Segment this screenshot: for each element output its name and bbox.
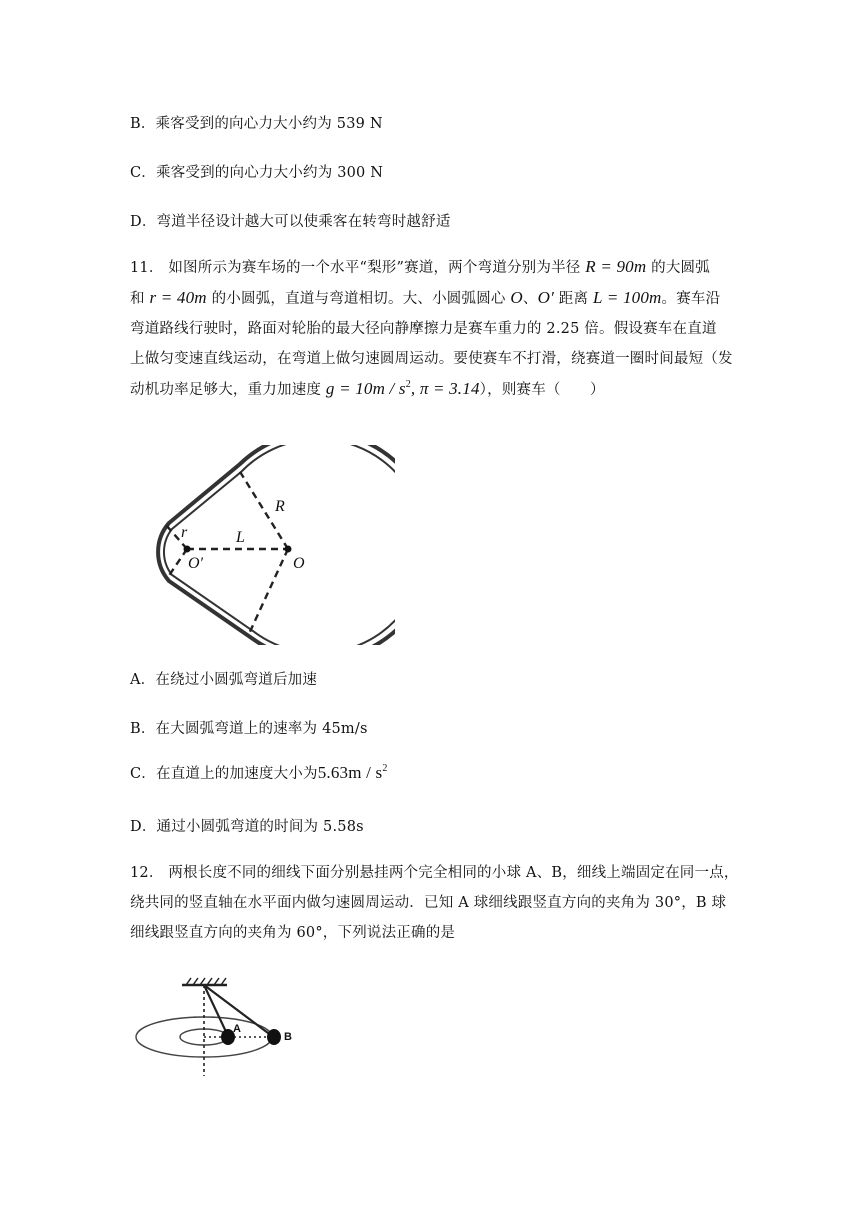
track-inner-edge [164,445,395,645]
q11-option-a: A．在绕过小圆弧弯道后加速 [130,672,318,688]
q11-math-r: r = 40m [149,288,207,307]
radius-r-lower-line [168,549,187,577]
q12-stem-line-2: 绕共同的竖直轴在水平面内做匀速圆周运动．已知 A 球细线跟竖直方向的夹角为 30°，B 球 [130,895,727,911]
label-r: r [181,524,188,541]
track-outer-edge [158,445,395,645]
q10-option-b: B．乘客受到的向心力大小约为 539 N [130,116,383,132]
q11-math-L: L = 100m [593,288,662,307]
q10-option-d: D．弯道半径设计越大可以使乘客在转弯时越舒适 [130,214,451,230]
radius-lower-line [248,549,288,636]
conical-pendulum-figure [132,970,312,1080]
q11-math-R: R = 90m [585,257,647,276]
q12-stem-line-1: 12． 两根长度不同的细线下面分别悬挂两个完全相同的小球 A、B，细线上端固定在同一点， [130,865,739,881]
label-ball-B: B [284,1031,292,1043]
q11-option-b: B．在大圆弧弯道上的速率为 45m/s [130,721,368,737]
ball-B [267,1029,281,1045]
q11-stem-line-3: 弯道路线行驶时，路面对轮胎的最大径向静摩擦力是赛车重力的 2.25 倍。假设赛车在直道 [130,321,717,337]
center-O-point [285,546,292,553]
pear-track-figure [135,445,395,645]
q11-option-c-math: $5.63m / s^2$ [317,763,388,782]
q11-math-g: $g = 10m / s^2$, π = 3.14 [325,379,480,398]
label-O: O [293,555,305,572]
label-R: R [275,498,285,515]
label-O-prime: O′ [188,555,204,572]
label-L: L [236,529,245,546]
q11-stem-line-1: 11． 如图所示为赛车场的一个水平“梨形”赛道，两个弯道分别为半径 R = 90m 的大圆弧 [130,257,710,276]
q11-stem [130,252,733,405]
q11-stem-line-4: 上做匀变速直线运动，在弯道上做匀速圆周运动。要使赛车不打滑，绕赛道一圈时间最短（发 [130,351,733,367]
q12-stem [130,858,739,948]
q11-option-d: D．通过小圆弧弯道的时间为 5.58s [130,819,364,835]
q12-stem-line-3: 细线跟竖直方向的夹角为 60°，下列说法正确的是 [130,925,456,941]
center-O-prime-point [184,546,191,553]
q11-stem-line-5: 动机功率足够大，重力加速度 $g = 10m / s^2$, π = 3.14），则赛车（ ） [130,379,605,398]
label-ball-A: A [233,1023,241,1035]
q11-stem-line-2: 和 r = 40m 的小圆弧，直道与弯道相切。大、小圆弧圆心 O、O′ 距离 L = 100m。赛车沿 [130,288,721,307]
q10-option-c: C．乘客受到的向心力大小约为 300 N [130,165,384,181]
q11-option-c: C．在直道上的加速度大小为$5.63m / s^2$ [130,763,388,782]
